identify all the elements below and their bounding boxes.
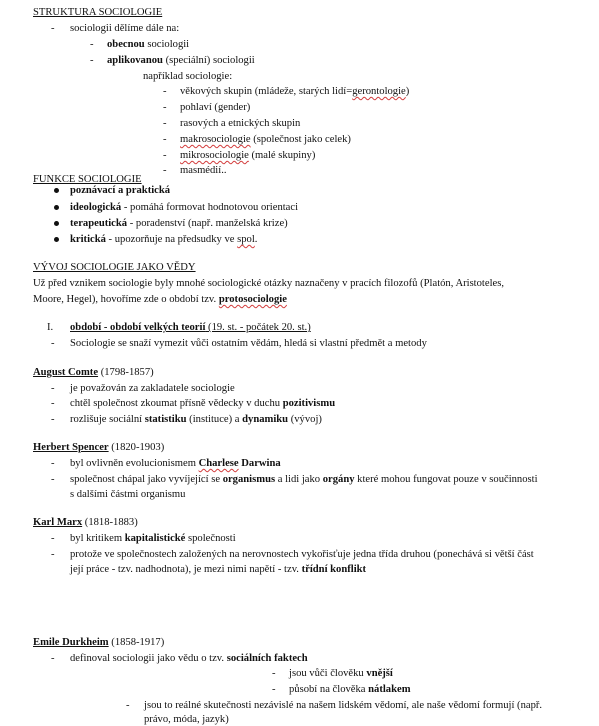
comte-heading: August Comte (1798-1857) (33, 367, 154, 378)
list-item-pohlavi: pohlaví (gender) (180, 102, 251, 113)
list-item-masmedii: masmédií.. (180, 165, 227, 176)
marx-line-2-cont: její práce - tzv. nadhodnota), je mezi nimi napětí - tzv. třídní konflikt (70, 564, 367, 575)
spencer-line-2: společnost chápal jako vyvíjející se organismus a lidi jako orgány které mohou fungovat pouze v součinnosti (70, 474, 538, 485)
durkheim-line-3: jsou to reálné skutečnosti nezávislé na našem lidském vědomí, ale naše vědomí formují (např. (144, 700, 543, 711)
vyvoj-para-line1: Už před vznikem sociologie byly mnohé sociologické otázky naznačeny v pracích filozofů (Platón, Aristoteles, (33, 278, 504, 289)
dash-bullet: - (163, 118, 167, 129)
dash-bullet: - (163, 86, 167, 97)
durkheim-heading: Emile Durkheim (1858-1917) (33, 637, 165, 648)
list-item-mikro: mikrosociologie (malé skupiny) (180, 150, 316, 161)
struktura-intro: sociologii dělíme dále na: (70, 23, 180, 34)
dash-bullet: - (272, 684, 276, 695)
durkheim-line-1: definoval sociologii jako vědu o tzv. sociálních faktech (70, 653, 308, 664)
list-item-makro: makrosociologie (společnost jako celek) (180, 134, 351, 145)
struktura-napriklad: například sociologie: (143, 71, 233, 82)
dash-bullet: - (126, 700, 130, 711)
spencer-line-1: byl ovlivněn evolucionismem Charlese Darwina (70, 458, 281, 469)
obdobi-description: Sociologie se snaží vymezit vůči ostatním vědám, hledá si vlastní předmět a metody (70, 338, 427, 349)
durkheim-line-3-cont: právo, móda, jazyk) (144, 714, 229, 725)
marx-heading: Karl Marx (1818-1883) (33, 517, 138, 528)
vyvoj-para-line2: Moore, Hegel), hovoříme zde o období tzv. protosociologie (33, 294, 287, 305)
roman-numeral: I. (47, 322, 54, 333)
funkce-item-kriticka: kritická - upozorňuje na předsudky ve spol. (70, 234, 258, 245)
dash-bullet: - (90, 39, 94, 50)
dash-bullet: - (272, 668, 276, 679)
bullet-dot (54, 188, 59, 193)
section-heading-funkce: FUNKCE SOCIOLOGIE (33, 174, 142, 185)
dash-bullet: - (51, 653, 55, 664)
struktura-aplikovana: aplikovanou (speciální) sociologii (107, 55, 255, 66)
struktura-obecna: obecnou sociologii (107, 39, 190, 50)
bullet-dot (54, 205, 59, 210)
obdobi-velkych-teorii: období - období velkých teorií (19. st. - počátek 20. st.) (70, 322, 311, 333)
dash-bullet: - (51, 398, 55, 409)
dash-bullet: - (163, 165, 167, 176)
dash-bullet: - (163, 150, 167, 161)
bullet-dot (54, 221, 59, 226)
dash-bullet: - (51, 414, 55, 425)
section-heading-struktura: STRUKTURA SOCIOLOGIE (33, 7, 163, 18)
durkheim-sub-1: jsou vůči člověku vnější (289, 668, 393, 679)
durkheim-sub-2: působí na člověka nátlakem (289, 684, 411, 695)
comte-line-1: je považován za zakladatele sociologie (70, 383, 235, 394)
dash-bullet: - (163, 134, 167, 145)
bullet-dot (54, 237, 59, 242)
dash-bullet: - (51, 474, 55, 485)
list-item-vekovych: věkových skupin (mládeže, starých lidí=gerontologie) (180, 86, 410, 97)
spencer-heading: Herbert Spencer (1820-1903) (33, 442, 165, 453)
spencer-line-2-cont: s dalšími částmi organismu (70, 489, 186, 500)
dash-bullet: - (51, 533, 55, 544)
marx-line-1: byl kritikem kapitalistické společnosti (70, 533, 236, 544)
section-heading-vyvoj: VÝVOJ SOCIOLOGIE JAKO VĚDY (33, 262, 196, 273)
dash-bullet: - (51, 458, 55, 469)
dash-bullet: - (90, 55, 94, 66)
marx-line-2: protože ve společnostech založených na nerovnostech vykořisťuje jedna třída druhou (ponechává si větší část (70, 549, 534, 560)
funkce-item-poznavaci: poznávací a praktická (70, 185, 171, 196)
dash-bullet: - (51, 23, 55, 34)
dash-bullet: - (51, 338, 55, 349)
dash-bullet: - (163, 102, 167, 113)
funkce-item-terapeuticka: terapeutická - poradenství (např. manželská krize) (70, 218, 288, 229)
list-item-rasovych: rasových a etnických skupin (180, 118, 301, 129)
comte-line-2: chtěl společnost zkoumat přísně vědecky v duchu pozitivismu (70, 398, 336, 409)
funkce-item-ideologicka: ideologická - pomáhá formovat hodnotovou orientaci (70, 202, 299, 213)
dash-bullet: - (51, 383, 55, 394)
comte-line-3: rozlišuje sociální statistiku (instituce) a dynamiku (vývoj) (70, 414, 322, 425)
dash-bullet: - (51, 549, 55, 560)
